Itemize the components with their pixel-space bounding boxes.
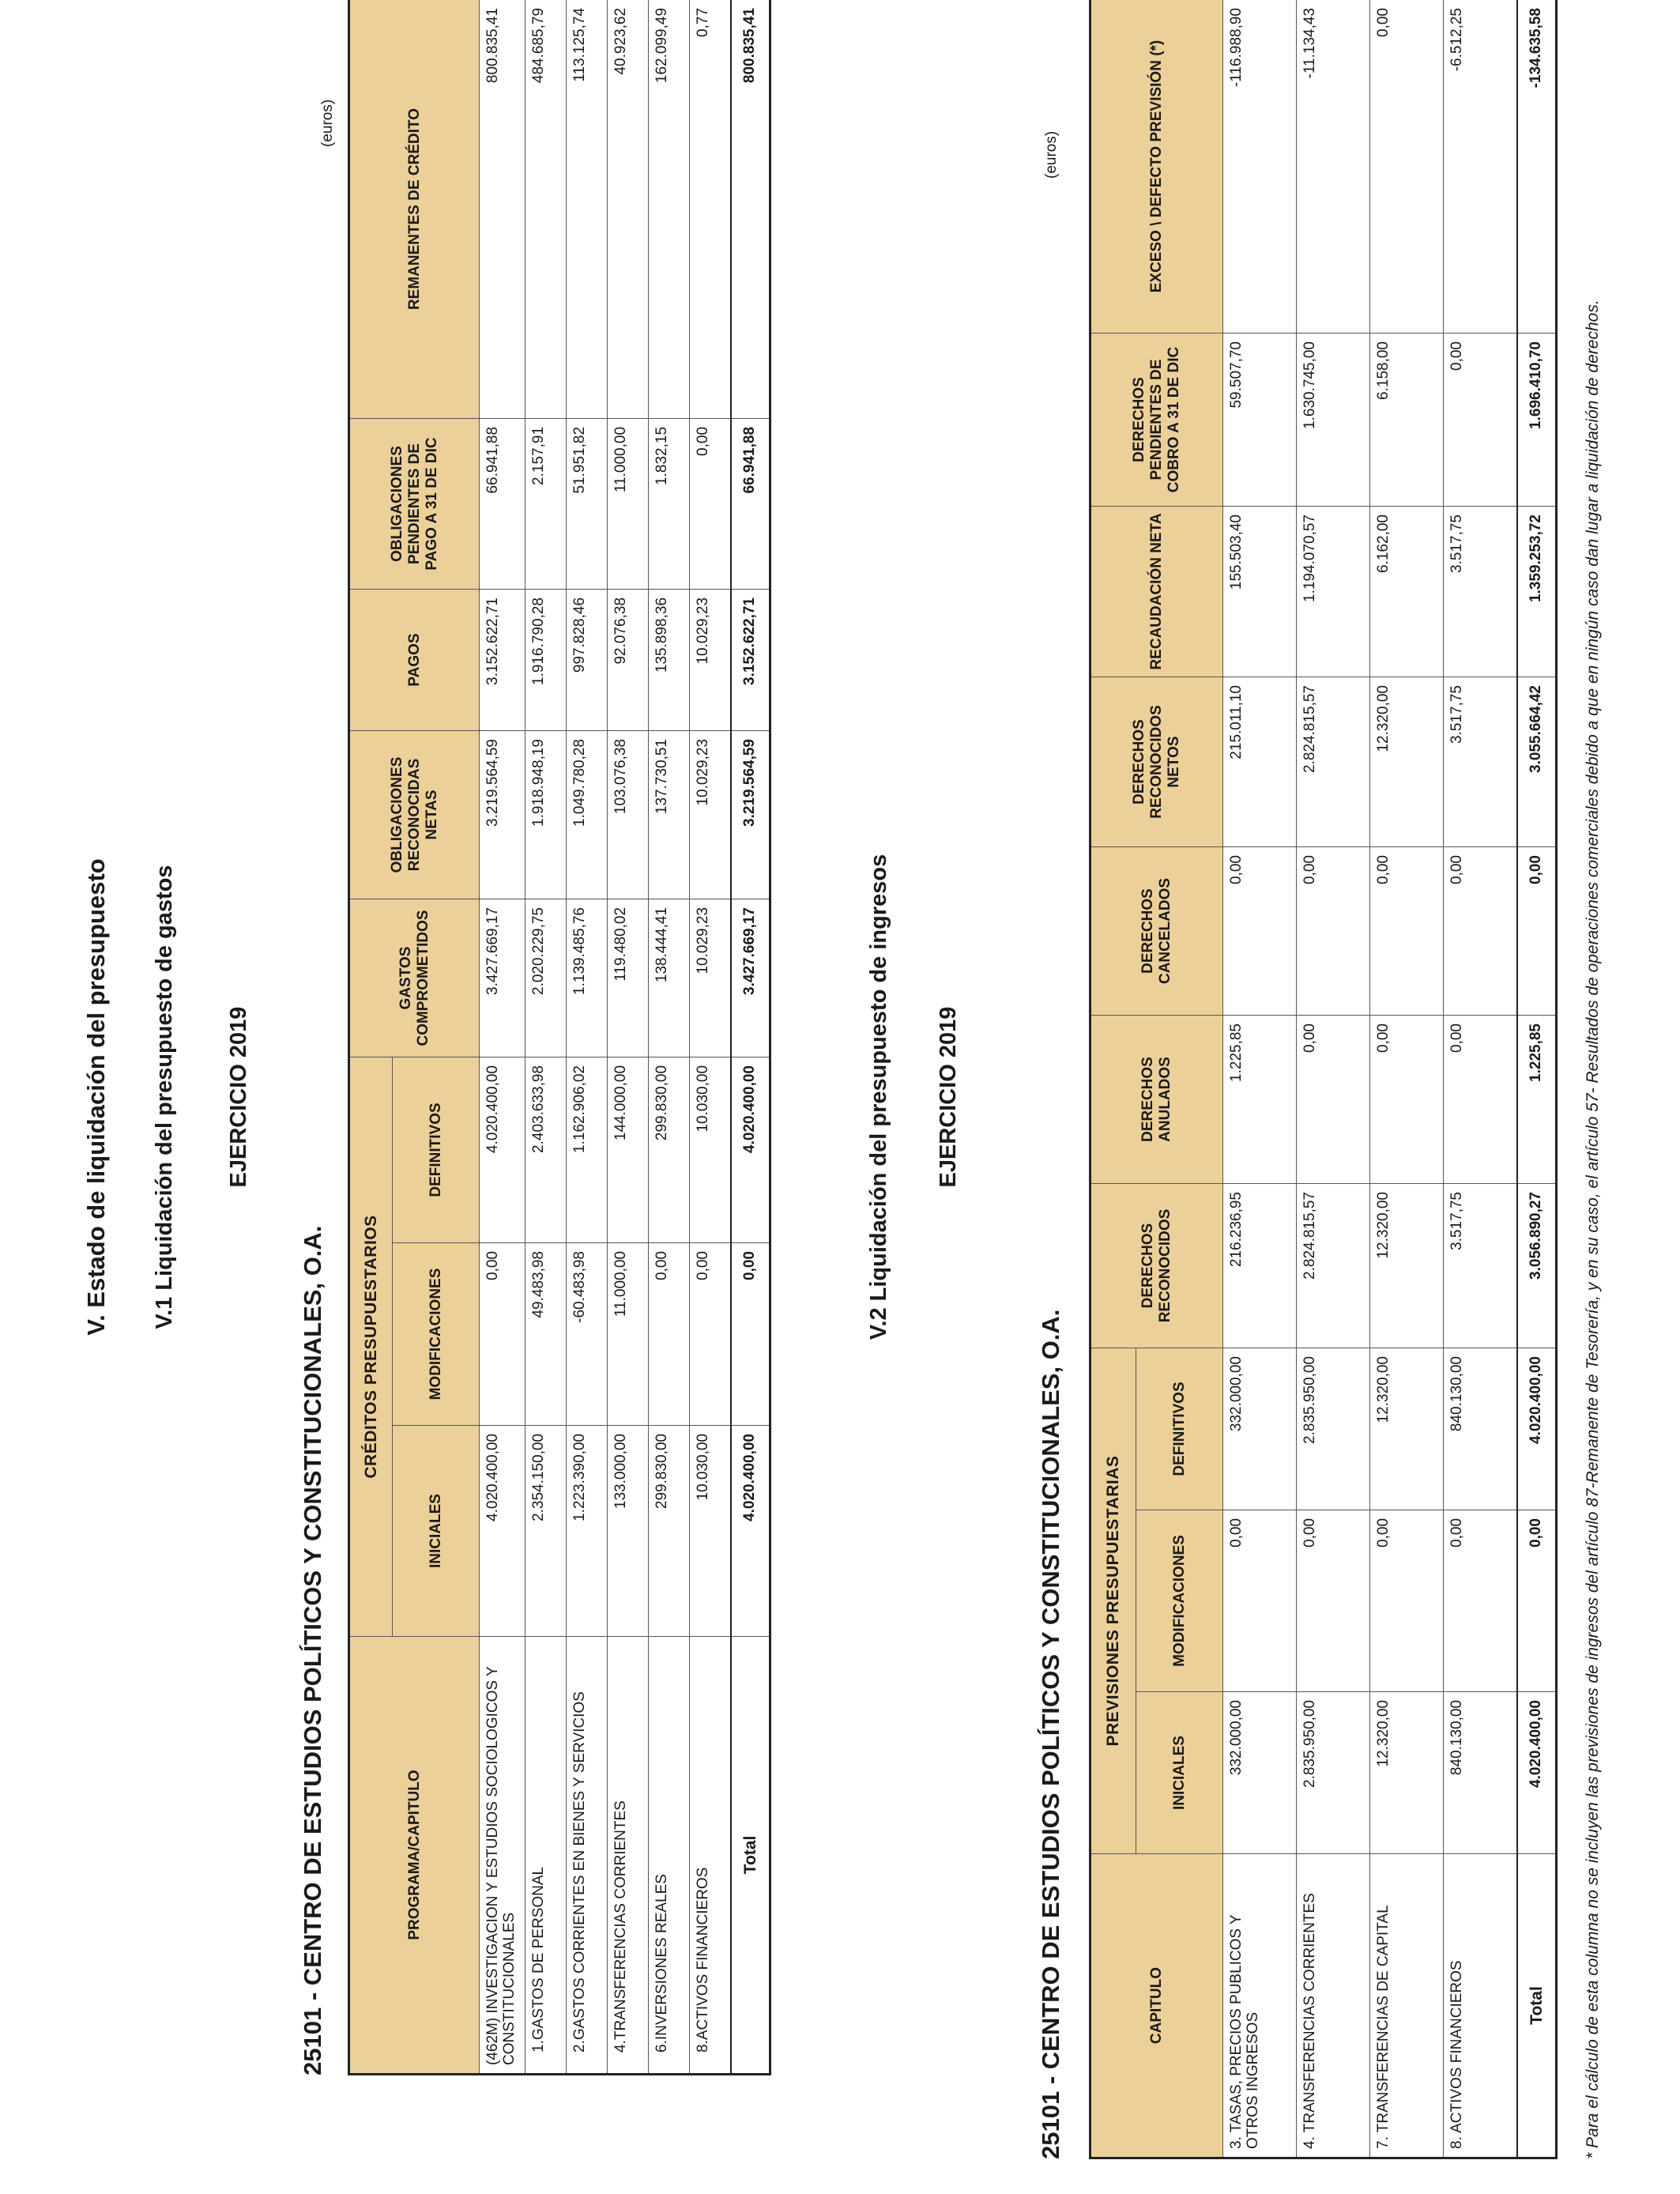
cell: 40.923,62 [608,0,649,418]
header-obligaciones-pendientes: OBLIGACIONES PENDIENTES DE PAGO A 31 DE DIC [349,418,480,589]
header-pagos: PAGOS [349,589,480,730]
total-row [1517,0,1557,2158]
header-derechos-netos: DERECHOS RECONOCIDOS NETOS [1090,677,1223,847]
cell: 11.000,00 [608,1243,649,1426]
cell: 840.130,00 [1444,1348,1517,1510]
cell: 0,00 [1444,334,1517,507]
cell: 0,00 [1444,1016,1517,1184]
header-exceso-defecto: EXCESO \ DEFECTO PREVISIÓN (*) [1090,0,1223,334]
cell: -116.988,90 [1223,0,1297,334]
cell: 10.030,00 [690,1426,731,1637]
table-row [649,0,690,2075]
row-label: (462M) INVESTIGACION Y ESTUDIOS SOCIOLOGICOS Y CONSTITUCIONALES [480,1637,525,2075]
table-row [567,0,608,2075]
total-cell: 1.359.253,72 [1517,507,1557,677]
header-definitivos: DEFINITIVOS [393,1057,480,1242]
cell: 2.835.950,00 [1297,1692,1370,1854]
cell: 49.483,98 [525,1243,567,1426]
cell: 6.162,00 [1370,507,1444,677]
cell: 216.236,95 [1223,1184,1297,1348]
gastos-units: (euros) [319,99,336,147]
cell: 3.427.669,17 [480,899,525,1057]
cell: -11.134,43 [1297,0,1370,334]
ingresos-table [1089,0,1558,2159]
gastos-subtitle: V.1 Liquidación del presupuesto de gastos [152,865,177,1329]
row-label: 2.GASTOS CORRIENTES EN BIENES Y SERVICIOS [567,1637,608,2075]
cell: 12.320,00 [1370,1692,1444,1854]
cell: 113.125,74 [567,0,608,418]
header-definitivos: DEFINITIVOS [1136,1348,1223,1510]
row-label: 1.GASTOS DE PERSONAL [525,1637,567,2075]
row-label: 6.INVERSIONES REALES [649,1637,690,2075]
cell: 12.320,00 [1370,1184,1444,1348]
footnote: * Para el cálculo de esta columna no se incluyen las previsiones de ingresos del artículo 87-Remanente de Tesorería, y en su caso, el artículo 57- Resultados de operaciones comerciales debido a que en ningún caso dan lugar a liquidación de derechos. [1584,300,1602,2159]
cell: 3.517,75 [1444,1184,1517,1348]
cell: 1.225,85 [1223,1016,1297,1184]
cell: 0,00 [480,1243,525,1426]
cell: 3.517,75 [1444,507,1517,677]
total-cell: 3.219.564,59 [731,730,770,899]
total-cell: 4.020.400,00 [731,1426,770,1637]
header-iniciales: INICIALES [393,1426,480,1637]
cell: 1.194.070,57 [1297,507,1370,677]
total-row [731,0,770,2075]
header-derechos-pendientes: DERECHOS PENDIENTES DE COBRO A 31 DE DIC [1090,334,1223,507]
total-cell: 3.056.890,27 [1517,1184,1557,1348]
header-programa: PROGRAMA/CAPITULO [349,1637,480,2075]
cell: 12.320,00 [1370,1348,1444,1510]
table-row [480,0,525,2075]
ingresos-organismo: 25101 - CENTRO DE ESTUDIOS POLÍTICOS Y CONSTITUCIONALES, O.A. [1037,1309,1064,2159]
cell: 119.480,02 [608,899,649,1057]
cell: 0,00 [1223,847,1297,1016]
cell: 138.444,41 [649,899,690,1057]
total-cell: 4.020.400,00 [1517,1348,1557,1510]
cell: 299.830,00 [649,1057,690,1242]
header-derechos-anulados: DERECHOS ANULADOS [1090,1016,1223,1184]
cell: 135.898,36 [649,589,690,730]
table-row [690,0,731,2075]
total-label: Total [731,1637,770,2075]
cell: 0,00 [1370,0,1444,334]
cell: 4.020.400,00 [480,1057,525,1242]
cell: 0,00 [1297,847,1370,1016]
table-row [608,0,649,2075]
header-remanentes: REMANENTES DE CRÉDITO [349,0,480,418]
cell: 800.835,41 [480,0,525,418]
table-row [525,0,567,2075]
cell: 0,00 [1444,847,1517,1016]
ingresos-header-band-row [1090,0,1136,2158]
total-cell: 0,00 [731,1243,770,1426]
cell: 0,00 [690,1243,731,1426]
cell: 1.630.745,00 [1297,334,1370,507]
row-label: 4.TRANSFERENCIAS CORRIENTES [608,1637,649,2075]
cell: 3.152.622,71 [480,589,525,730]
cell: 66.941,88 [480,418,525,589]
cell: 2.403.633,98 [525,1057,567,1242]
row-label: 8. ACTIVOS FINANCIEROS [1444,1854,1517,2158]
total-cell: 1.696.410,70 [1517,334,1557,507]
cell: 0,00 [1223,1510,1297,1692]
cell: 840.130,00 [1444,1692,1517,1854]
cell: 1.223.390,00 [567,1426,608,1637]
cell: 2.354.150,00 [525,1426,567,1637]
cell: 0,00 [1444,1510,1517,1692]
total-cell: 3.152.622,71 [731,589,770,730]
cell: 2.020.229,75 [525,899,567,1057]
table-row [1297,0,1370,2158]
cell: 484.685,79 [525,0,567,418]
total-cell: 4.020.400,00 [1517,1692,1557,1854]
total-cell: 0,00 [1517,1510,1557,1692]
cell: 59.507,70 [1223,334,1297,507]
cell: 0,00 [1370,1016,1444,1184]
cell: 10.030,00 [690,1057,731,1242]
total-cell: 1.225,85 [1517,1016,1557,1184]
header-gastos-comprometidos: GASTOS COMPROMETIDOS [349,899,480,1057]
cell: 1.916.790,28 [525,589,567,730]
cell: 1.162.906,02 [567,1057,608,1242]
header-iniciales: INICIALES [1136,1692,1223,1854]
header-modificaciones: MODIFICACIONES [393,1243,480,1426]
cell: 1.832,15 [649,418,690,589]
total-cell: 3.055.664,42 [1517,677,1557,847]
cell: 332.000,00 [1223,1692,1297,1854]
section-title: V. Estado de liquidación del presupuesto [82,858,110,1336]
header-obligaciones-reconocidas: OBLIGACIONES RECONOCIDAS NETAS [349,730,480,899]
total-cell: -134.635,58 [1517,0,1557,334]
total-cell: 66.941,88 [731,418,770,589]
cell: 0,00 [690,418,731,589]
cell: 3.517,75 [1444,677,1517,847]
table-row [1370,0,1444,2158]
cell: 299.830,00 [649,1426,690,1637]
total-label: Total [1517,1854,1557,2158]
cell: 1.139.485,76 [567,899,608,1057]
cell: -6.512,25 [1444,0,1517,334]
header-band-previsiones: PREVISIONES PRESUPUESTARIAS [1090,1348,1136,1854]
cell: 1.049.780,28 [567,730,608,899]
gastos-ejercicio: EJERCICIO 2019 [226,1006,251,1188]
header-capitulo: CAPITULO [1090,1854,1223,2158]
header-modificaciones: MODIFICACIONES [1136,1510,1223,1692]
cell: 1.918.948,19 [525,730,567,899]
row-label: 4. TRANSFERENCIAS CORRIENTES [1297,1854,1370,2158]
cell: 2.835.950,00 [1297,1348,1370,1510]
cell: 137.730,51 [649,730,690,899]
cell: 2.824.815,57 [1297,677,1370,847]
cell: 0,00 [649,1243,690,1426]
cell: 51.951,82 [567,418,608,589]
table-row [1223,0,1297,2158]
header-derechos-cancelados: DERECHOS CANCELADOS [1090,847,1223,1016]
cell: 0,00 [1297,1016,1370,1184]
cell: 3.219.564,59 [480,730,525,899]
cell: 103.076,38 [608,730,649,899]
row-label: 7. TRANSFERENCIAS DE CAPITAL [1370,1854,1444,2158]
cell: 133.000,00 [608,1426,649,1637]
cell: 144.000,00 [608,1057,649,1242]
header-band-creditos: CRÉDITOS PRESUPUESTARIOS [349,1057,393,1636]
total-cell: 3.427.669,17 [731,899,770,1057]
cell: 12.320,00 [1370,677,1444,847]
cell: 11.000,00 [608,418,649,589]
header-recaudacion: RECAUDACIÓN NETA [1090,507,1223,677]
gastos-table [348,0,771,2075]
cell: 92.076,38 [608,589,649,730]
cell: 10.029,23 [690,899,731,1057]
ingresos-units: (euros) [1043,130,1060,179]
cell: 10.029,23 [690,730,731,899]
cell: 0,00 [1297,1510,1370,1692]
total-cell: 800.835,41 [731,0,770,418]
row-label: 3. TASAS, PRECIOS PUBLICOS Y OTROS INGRESOS [1223,1854,1297,2158]
cell: 215.011,10 [1223,677,1297,847]
total-cell: 4.020.400,00 [731,1057,770,1242]
cell: 2.824.815,57 [1297,1184,1370,1348]
cell: 6.158,00 [1370,334,1444,507]
ingresos-ejercicio: EJERCICIO 2019 [936,1006,961,1188]
table-row [1444,0,1517,2158]
cell: 332.000,00 [1223,1348,1297,1510]
ingresos-subtitle: V.2 Liquidación del presupuesto de ingresos [866,854,891,1340]
cell: 162.099,49 [649,0,690,418]
gastos-organismo: 25101 - CENTRO DE ESTUDIOS POLÍTICOS Y CONSTITUCIONALES, O.A. [299,1225,326,2075]
cell: 10.029,23 [690,589,731,730]
cell: 155.503,40 [1223,507,1297,677]
total-cell: 0,00 [1517,847,1557,1016]
cell: -60.483,98 [567,1243,608,1426]
cell: 4.020.400,00 [480,1426,525,1637]
cell: 0,77 [690,0,731,418]
cell: 0,00 [1370,847,1444,1016]
cell: 2.157,91 [525,418,567,589]
row-label: 8.ACTIVOS FINANCIEROS [690,1637,731,2075]
cell: 997.828,46 [567,589,608,730]
gastos-header-band-row [349,0,393,2075]
cell: 0,00 [1370,1510,1444,1692]
header-derechos-reconocidos: DERECHOS RECONOCIDOS [1090,1184,1223,1348]
